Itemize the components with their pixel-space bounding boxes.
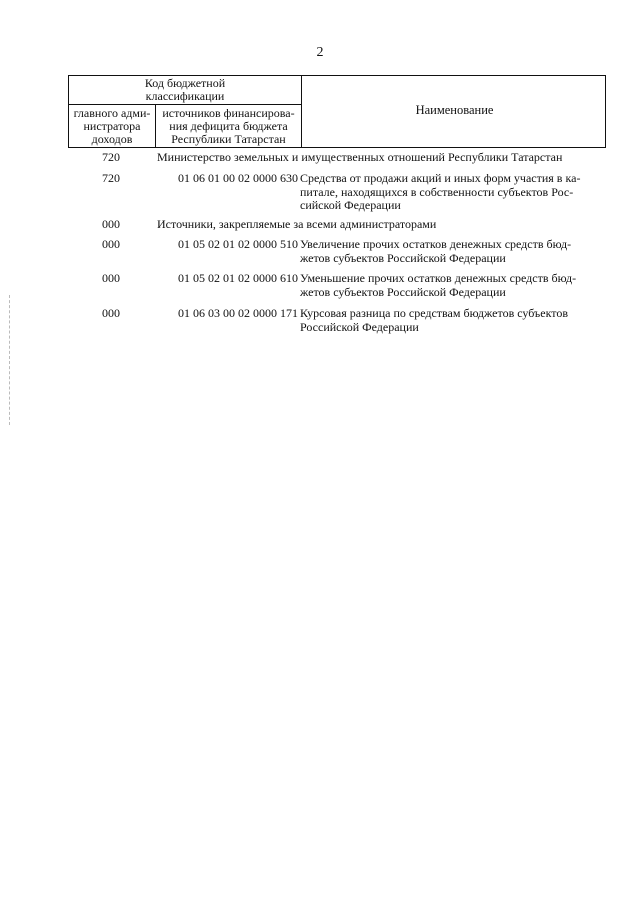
header-line: ния дефицита бюджета [169, 119, 288, 133]
header-divider [69, 104, 301, 105]
group-title: Министерство земельных и имущественных отношений Республики Татарстан [157, 150, 563, 164]
description-line: Российской Федерации [300, 319, 419, 334]
group-title: Источники, закрепляемые за всеми администраторами [157, 217, 437, 231]
description-line: питале, находящихся в собственности субъектов Рос- [300, 184, 574, 199]
header-admin-column [69, 107, 155, 146]
description-line: жетов субъектов Российской Федерации [300, 250, 506, 265]
header-name-column: Наименование [415, 103, 494, 117]
admin-code: 000 [102, 271, 120, 285]
source-code: 01 05 02 01 02 0000 510 [178, 237, 298, 251]
admin-code: 000 [102, 217, 120, 231]
header-line: классификации [145, 89, 225, 103]
description-line: сийской Федерации [300, 198, 401, 212]
row-description [300, 307, 597, 334]
row-description [300, 238, 597, 265]
admin-code: 000 [102, 306, 120, 320]
admin-code: 720 [102, 171, 120, 185]
description-line: жетов субъектов Российской Федерации [300, 284, 506, 299]
header-line: главного адми- [73, 106, 151, 120]
header-line: Республики Татарстан [171, 132, 286, 146]
header-line: доходов [91, 132, 133, 146]
table-header [68, 75, 606, 148]
source-code: 01 06 01 00 02 0000 630 [178, 171, 298, 185]
header-line: Код бюджетной [144, 76, 226, 90]
header-source-column [156, 107, 301, 146]
description-line: Средства от продажи акций и иных форм участия в ка- [300, 171, 581, 185]
row-description [300, 172, 597, 213]
header-line: источников финансирова- [162, 106, 295, 120]
page-number: 2 [316, 45, 324, 60]
description-line: Увеличение прочих остатков денежных средств бюд- [300, 237, 572, 251]
admin-code: 720 [102, 150, 120, 164]
scan-margin-mark [9, 295, 10, 425]
source-code: 01 05 02 01 02 0000 610 [178, 271, 298, 285]
header-code-group [69, 77, 301, 103]
description-line: Уменьшение прочих остатков денежных средств бюд- [300, 271, 577, 285]
description-line: Курсовая разница по средствам бюджетов субъектов [300, 306, 569, 320]
source-code: 01 06 03 00 02 0000 171 [178, 306, 298, 320]
admin-code: 000 [102, 237, 120, 251]
row-description [300, 272, 597, 299]
header-line: нистратора [83, 119, 141, 133]
